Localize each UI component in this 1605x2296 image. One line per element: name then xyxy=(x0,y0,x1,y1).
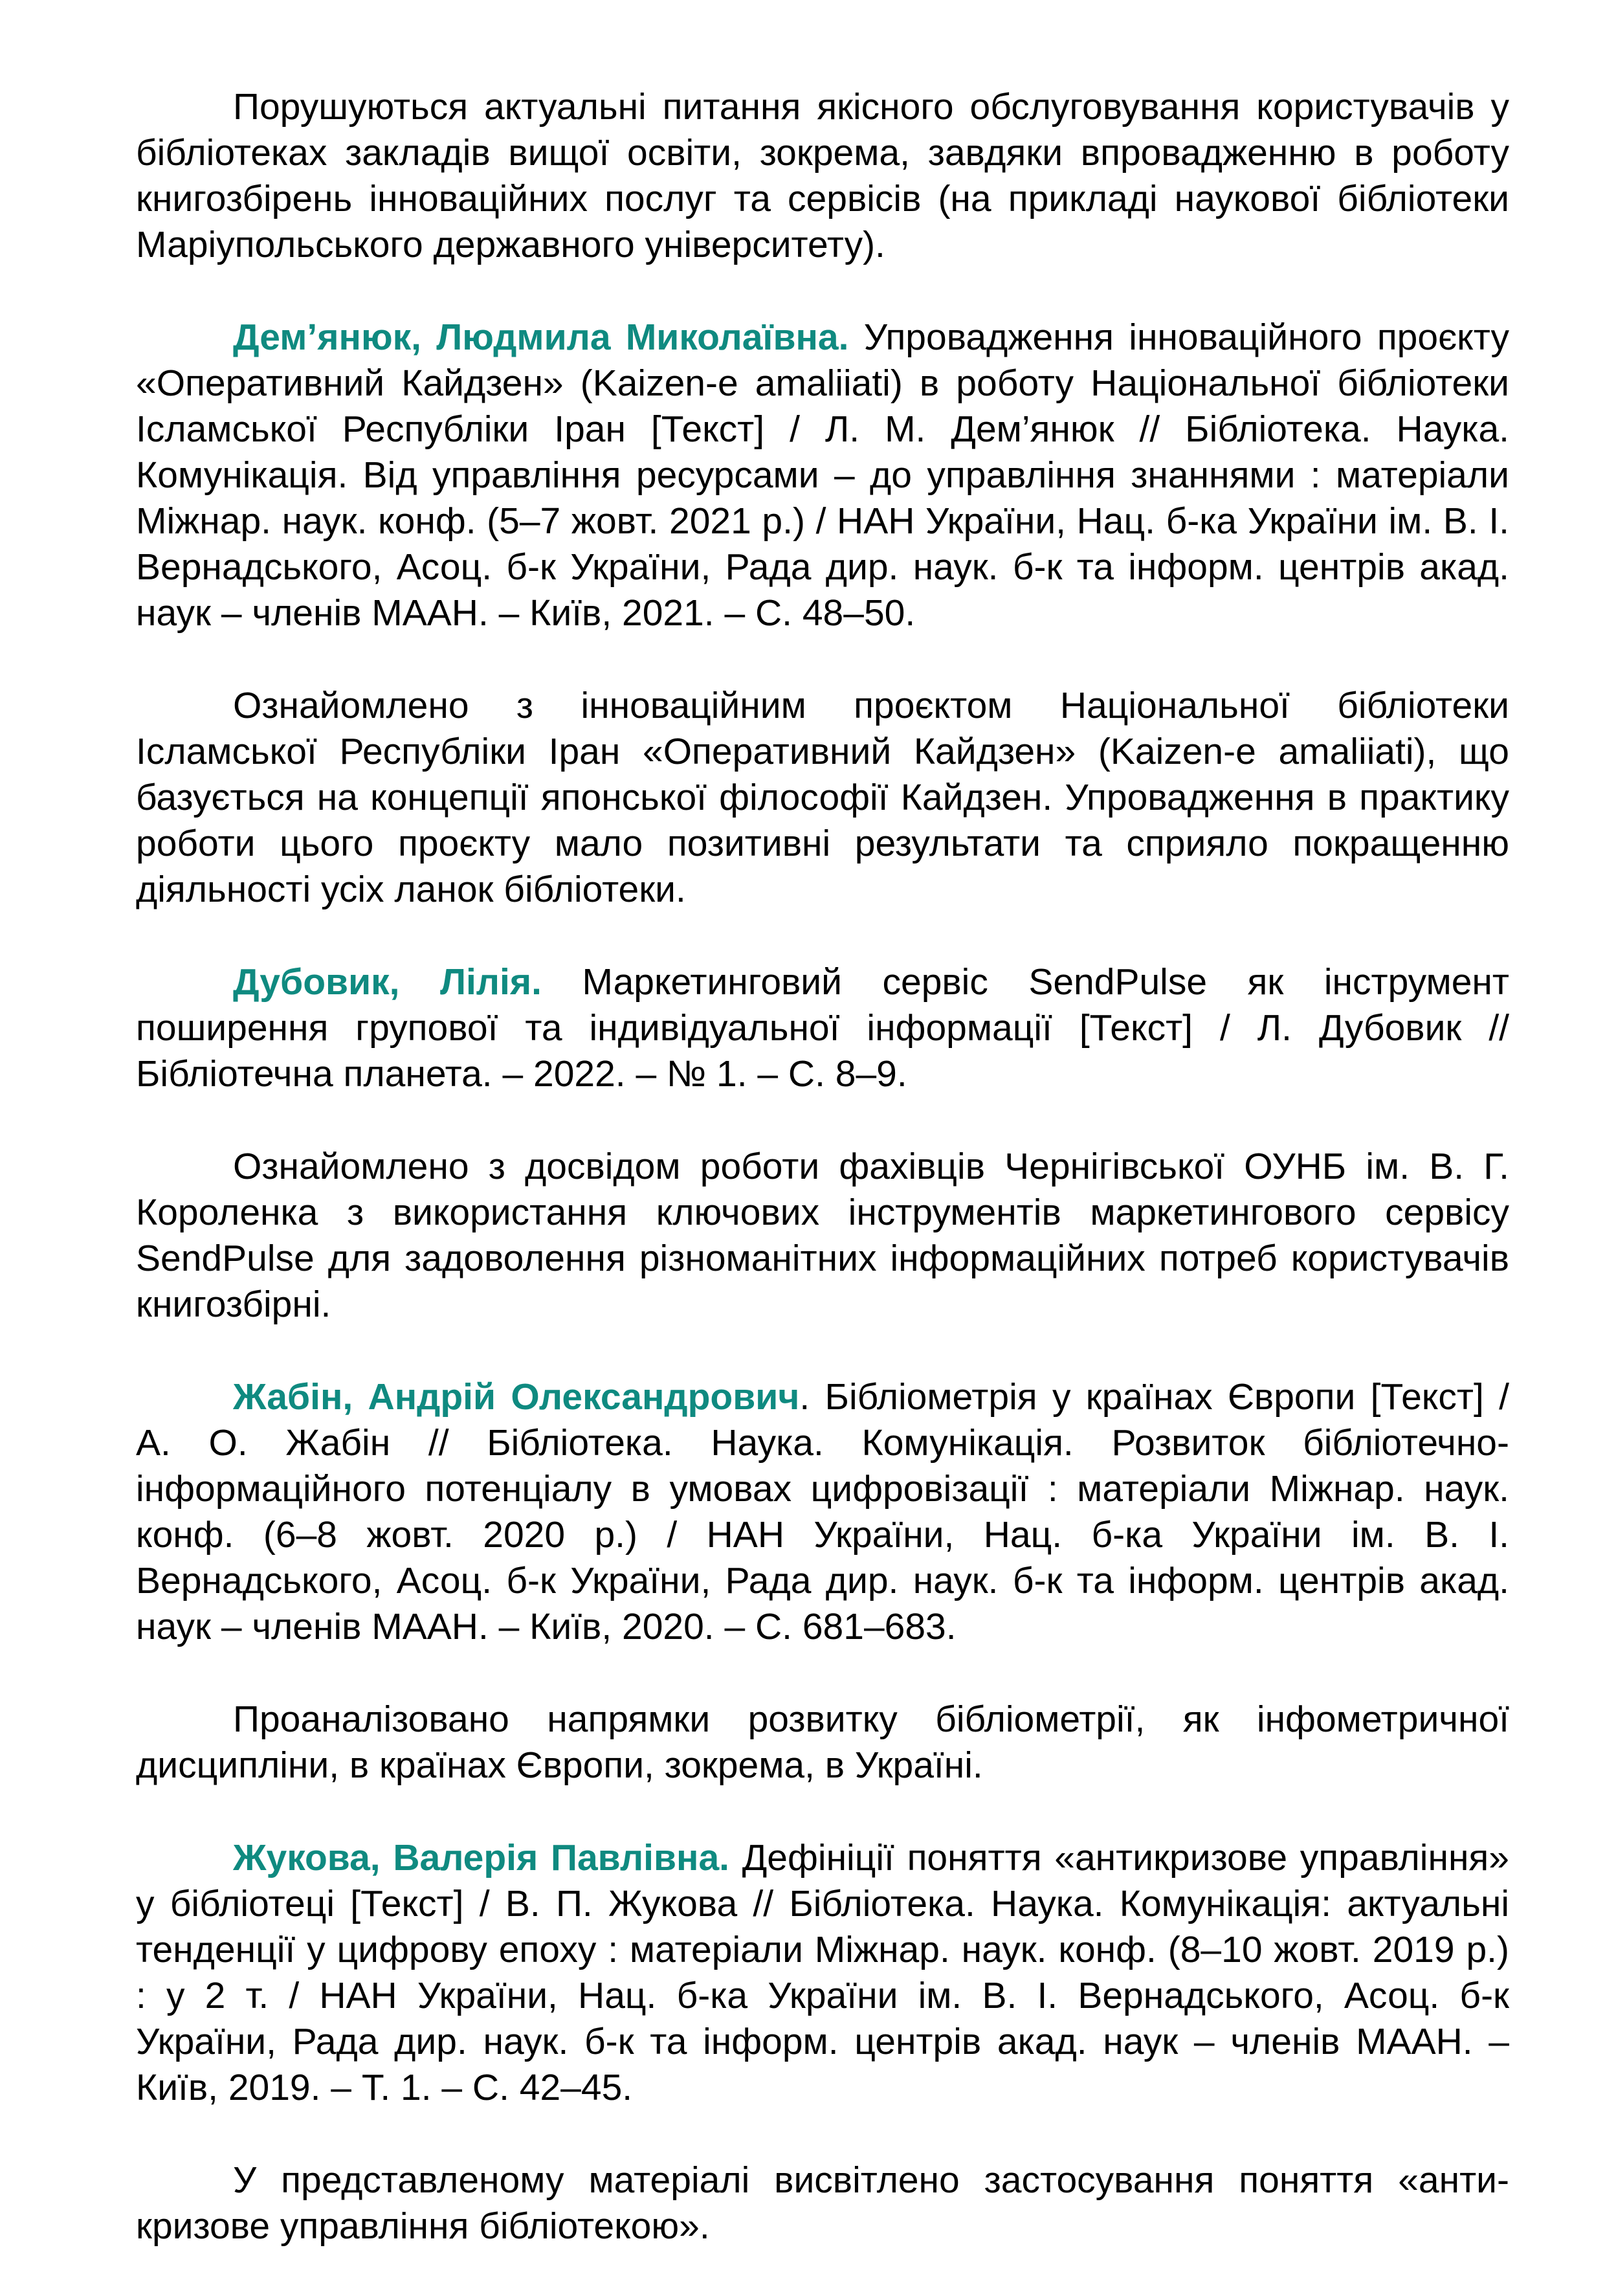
entry-citation xyxy=(136,1374,1509,1650)
entry-citation xyxy=(136,315,1509,636)
bibliography-entry xyxy=(136,315,1509,913)
intro-abstract: Порушуються актуальні питання якісного обслуговування користувачів у бібліотеках закладів вищої освіти, зокрема, завдяки впровадженню в роботу книгозбірень інноваційних послуг та сервісів (на прикладі наукової бібліотеки Маріупольського державного університету). xyxy=(136,86,1509,265)
entry-citation-text: Дефініції поняття «антикризове управління» у бібліотеці [Текст] / В. П. Жукова // Бібліотека. Наука. Комунікація: актуальні тенденції у цифрову епоху : матеріали Міжнар. наук. конф. (8–10 жовт. 2019 р.) : у 2 т. / НАН України, Нац. б-ка України ім. В. І. Вернадського, Асоц. б-к України, Рада дир. наук. б-к та інформ. центрів акад. наук – членів МААН. – Київ, 2019. – Т. 1. – С. 42–45. xyxy=(136,1837,1509,2108)
entry-annotation: Ознайомлено з інноваційним проєктом Національної бібліотеки Ісламської Республіки Іран «Оперативний Кайдзен» (Kaizen-e amaliiati), що базується на концепції японської філософії Кайдзен. Упровадження в практику роботи цього проєкту мало позитивні результати та сприяло покращенню діяльності усіх ланок бібліотеки. xyxy=(136,685,1509,910)
entry-citation-text: Упровадження інноваційного проєкту «Оперативний Кайдзен» (Kaizen-e amaliiati) в роботу Національної бібліотеки Ісламської Республіки Іран [Текст] / Л. М. Дем’янюк // Бібліотека. Наука. Комунікація. Від управління ресурсами – до управління знаннями : матеріали Міжнар. наук. конф. (5–7 жовт. 2021 р.) / НАН України, Нац. б-ка України ім. В. І. Вернадського, Асоц. б-к України, Рада дир. наук. б-к та інформ. центрів акад. наук – членів МААН. – Київ, 2021. – С. 48–50. xyxy=(136,317,1509,634)
entry-citation xyxy=(136,959,1509,1097)
entry-author: Жабін, Андрій Олександрович xyxy=(233,1376,800,1418)
entry-annotation: Ознайомлено з досвідом роботи фахівців Чернігівської ОУНБ ім. В. Г. Короленка з використання ключових інструментів маркетингового сервісу SendPulse для задоволення різноманітних інформаційних потреб користувачів книгозбірні. xyxy=(136,1146,1509,1325)
entry-citation-text: Маркетинговий сервіс SendPulse як інструмент поширення групової та індивідуальної інформації [Текст] / Л. Дубовик // Бібліотечна планета. – 2022. – № 1. – С. 8–9. xyxy=(136,961,1509,1095)
bibliography-entry xyxy=(136,1835,1509,2249)
entry-author: Дем’янюк, Людмила Миколаївна. xyxy=(233,317,849,358)
entry-annotation: Проаналізовано напрямки розвитку бібліометрії, як інфометричної дисципліни, в країнах Європи, зокрема, в Україні. xyxy=(136,1699,1509,1786)
entry-annotation: У представленому матеріалі висвітлено застосування поняття «анти-кризове управління бібліотекою». xyxy=(136,2159,1509,2247)
entry-author: Жукова, Валерія Павлівна. xyxy=(233,1837,729,1878)
entry-author: Дубовик, Лілія. xyxy=(233,961,542,1003)
document-page xyxy=(136,84,1509,2296)
bibliography-entry xyxy=(136,959,1509,1328)
entry-citation-text: . Бібліометрія у країнах Європи [Текст] / А. О. Жабін // Бібліотека. Наука. Комунікація. Розвиток бібліотечно-інформаційного потенціалу в умовах цифровізації : матеріали Міжнар. наук. конф. (6–8 жовт. 2020 р.) / НАН України, Нац. б-ка України ім. В. І. Вернадського, Асоц. б-к України, Рада дир. наук. б-к та інформ. центрів акад. наук – членів МААН. – Київ, 2020. – С. 681–683. xyxy=(136,1376,1509,1647)
bibliography-entry xyxy=(136,1374,1509,1789)
entry-citation xyxy=(136,1835,1509,2111)
